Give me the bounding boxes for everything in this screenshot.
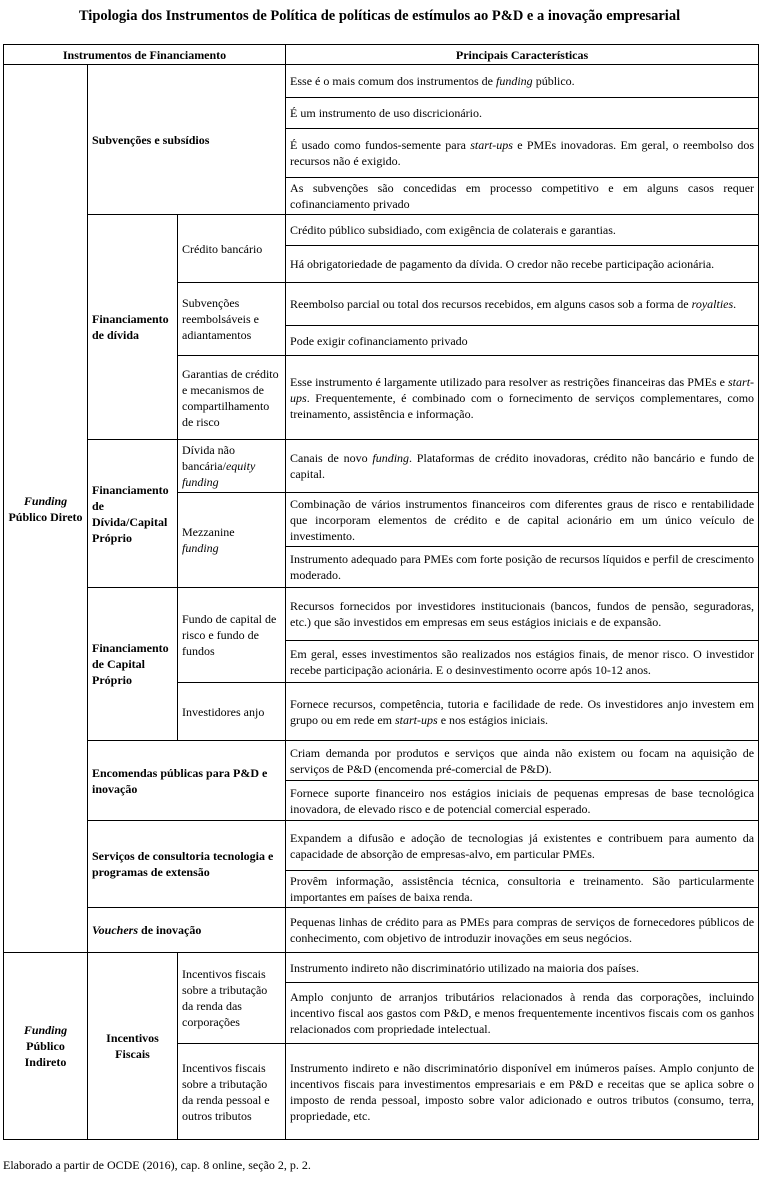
sub-instrument-nonbank-debt: Dívida não bancária/equity funding xyxy=(178,440,286,493)
header-instruments: Instrumentos de Financiamento xyxy=(4,45,286,65)
instrument-innovation-vouchers: Vouchers de inovação xyxy=(88,908,286,953)
direct-label-rest: Público Direto xyxy=(8,509,83,524)
source-note: Elaborado a partir de OCDE (2016), cap. 8 online, seção 2, p. 2. xyxy=(3,1158,311,1172)
characteristic-cell: Recursos fornecidos por investidores institucionais (bancos, fundos de pensão, seguradoras, etc.) que são investidos em empresas em seus estágios iniciais e de expansão. xyxy=(286,588,759,641)
characteristic-cell: É usado como fundos-semente para start-ups e PMEs inovadoras. Em geral, o reembolso dos recursos não é exigido. xyxy=(286,129,759,178)
characteristic-cell: Crédito público subsidiado, com exigência de colaterais e garantias. xyxy=(286,215,759,246)
sub-instrument-venture-capital: Fundo de capital de risco e fundo de fundos xyxy=(178,588,286,683)
characteristic-cell: Instrumento indireto não discriminatório utilizado na maioria dos países. xyxy=(286,953,759,983)
characteristic-cell: As subvenções são concedidas em processo competitivo e em alguns casos requer cofinanciamento privado xyxy=(286,178,759,215)
instrument-subsidies: Subvenções e subsídios xyxy=(88,65,286,215)
sub-instrument-bank-credit: Crédito bancário xyxy=(178,215,286,283)
sub-instrument-credit-guarantees: Garantias de crédito e mecanismos de compartilhamento de risco xyxy=(178,356,286,440)
characteristic-cell: Esse instrumento é largamente utilizado para resolver as restrições financeiras das PMEs e start-ups. Frequentemente, é combinado com o fornecimento de serviços complementares, como treinamento, assistência e informação. xyxy=(286,356,759,440)
sub-instrument-reimbursable-grants: Subvenções reembolsáveis e adiantamentos xyxy=(178,283,286,356)
header-characteristics: Principais Características xyxy=(286,45,759,65)
characteristic-cell: Em geral, esses investimentos são realizados nos estágios finais, de menor risco. O investidor recebe participação acionária. E o desinvestimento ocorre após 10-12 anos. xyxy=(286,641,759,683)
instrument-consulting-services: Serviços de consultoria tecnologia e programas de extensão xyxy=(88,821,286,908)
characteristic-cell: Instrumento adequado para PMEs com forte posição de recursos líquidos e perfil de crescimento moderado. xyxy=(286,547,759,588)
characteristic-cell: Pequenas linhas de crédito para as PMEs para compras de serviços de fornecedores públicos de conhecimento, com objetivo de introduzir inovações em seus negócios. xyxy=(286,908,759,953)
characteristic-cell: É um instrumento de uso discricionário. xyxy=(286,98,759,129)
sub-instrument-mezzanine: Mezzanine funding xyxy=(178,493,286,588)
category-direct-funding xyxy=(4,65,88,953)
characteristic-cell: Combinação de vários instrumentos financeiros com diferentes graus de risco e rentabilidade que incorporam elementos de crédito e de capital acionário em um único veículo de investimento. xyxy=(286,493,759,547)
instrument-public-procurement: Encomendas públicas para P&D e inovação xyxy=(88,741,286,821)
characteristic-cell: Expandem a difusão e adoção de tecnologias já existentes e contribuem para aumento da capacidade de absorção de empresas-alvo, em particular PMEs. xyxy=(286,821,759,871)
characteristic-cell: Canais de novo funding. Plataformas de crédito inovadoras, crédito não bancário e fundo de capital. xyxy=(286,440,759,493)
direct-label-italic: Funding xyxy=(23,493,68,508)
characteristic-cell: Amplo conjunto de arranjos tributários relacionados à renda das corporações, incluindo incentivo fiscal aos gastos com P&D, e menos frequentemente incentivos fiscais com os ganhos relacionados com propriedade intelectual. xyxy=(286,983,759,1044)
instruments-table xyxy=(3,44,759,1140)
sub-instrument-personal-tax: Incentivos fiscais sobre a tributação da renda pessoal e outros tributos xyxy=(178,1044,286,1140)
table-title: Tipologia dos Instrumentos de Política de políticas de estímulos ao P&D e a inovação empresarial xyxy=(78,8,681,24)
instrument-equity-financing: Financiamento de Capital Próprio xyxy=(88,588,178,741)
characteristic-cell: Pode exigir cofinanciamento privado xyxy=(286,326,759,356)
characteristic-cell: Fornece suporte financeiro nos estágios iniciais de pequenas empresas de base tecnológica inovadora, de elevado risco e de potencial comercial esperado. xyxy=(286,781,759,821)
characteristic-cell: Esse é o mais comum dos instrumentos de funding público. xyxy=(286,65,759,98)
characteristic-cell: Criam demanda por produtos e serviços que ainda não existem ou focam na aquisição de serviços de P&D (encomenda pré-comercial de P&D). xyxy=(286,741,759,781)
characteristic-cell: Fornece recursos, competência, tutoria e facilidade de rede. Os investidores anjo investem em grupo ou em rede em start-ups e nos estágios iniciais. xyxy=(286,683,759,741)
instrument-fiscal-incentives: Incentivos Fiscais xyxy=(88,953,178,1140)
instrument-debt-equity-financing: Financiamento de Dívida/Capital Próprio xyxy=(88,440,178,588)
characteristic-cell: Reembolso parcial ou total dos recursos recebidos, em alguns casos sob a forma de royalties. xyxy=(286,283,759,326)
sub-instrument-angel-investors: Investidores anjo xyxy=(178,683,286,741)
instrument-debt-financing: Financiamento de dívida xyxy=(88,215,178,440)
characteristic-cell: Há obrigatoriedade de pagamento da dívida. O credor não recebe participação acionária. xyxy=(286,246,759,283)
characteristic-cell: Instrumento indireto e não discriminatório disponível em inúmeros países. Amplo conjunto de incentivos fiscais para investimentos empresariais e em P&D e receitas que se aplica sobre o imposto de renda pessoal, imposto sobre valor adicionado e outros tributos (consumo, terra, propriedade, etc. xyxy=(286,1044,759,1140)
sub-instrument-corporate-tax: Incentivos fiscais sobre a tributação da renda das corporações xyxy=(178,953,286,1044)
characteristic-cell: Provêm informação, assistência técnica, consultoria e treinamento. São particularmente importantes em países de baixa renda. xyxy=(286,871,759,908)
category-indirect-funding: Funding Público Indireto xyxy=(4,953,88,1140)
header-row xyxy=(4,45,759,65)
